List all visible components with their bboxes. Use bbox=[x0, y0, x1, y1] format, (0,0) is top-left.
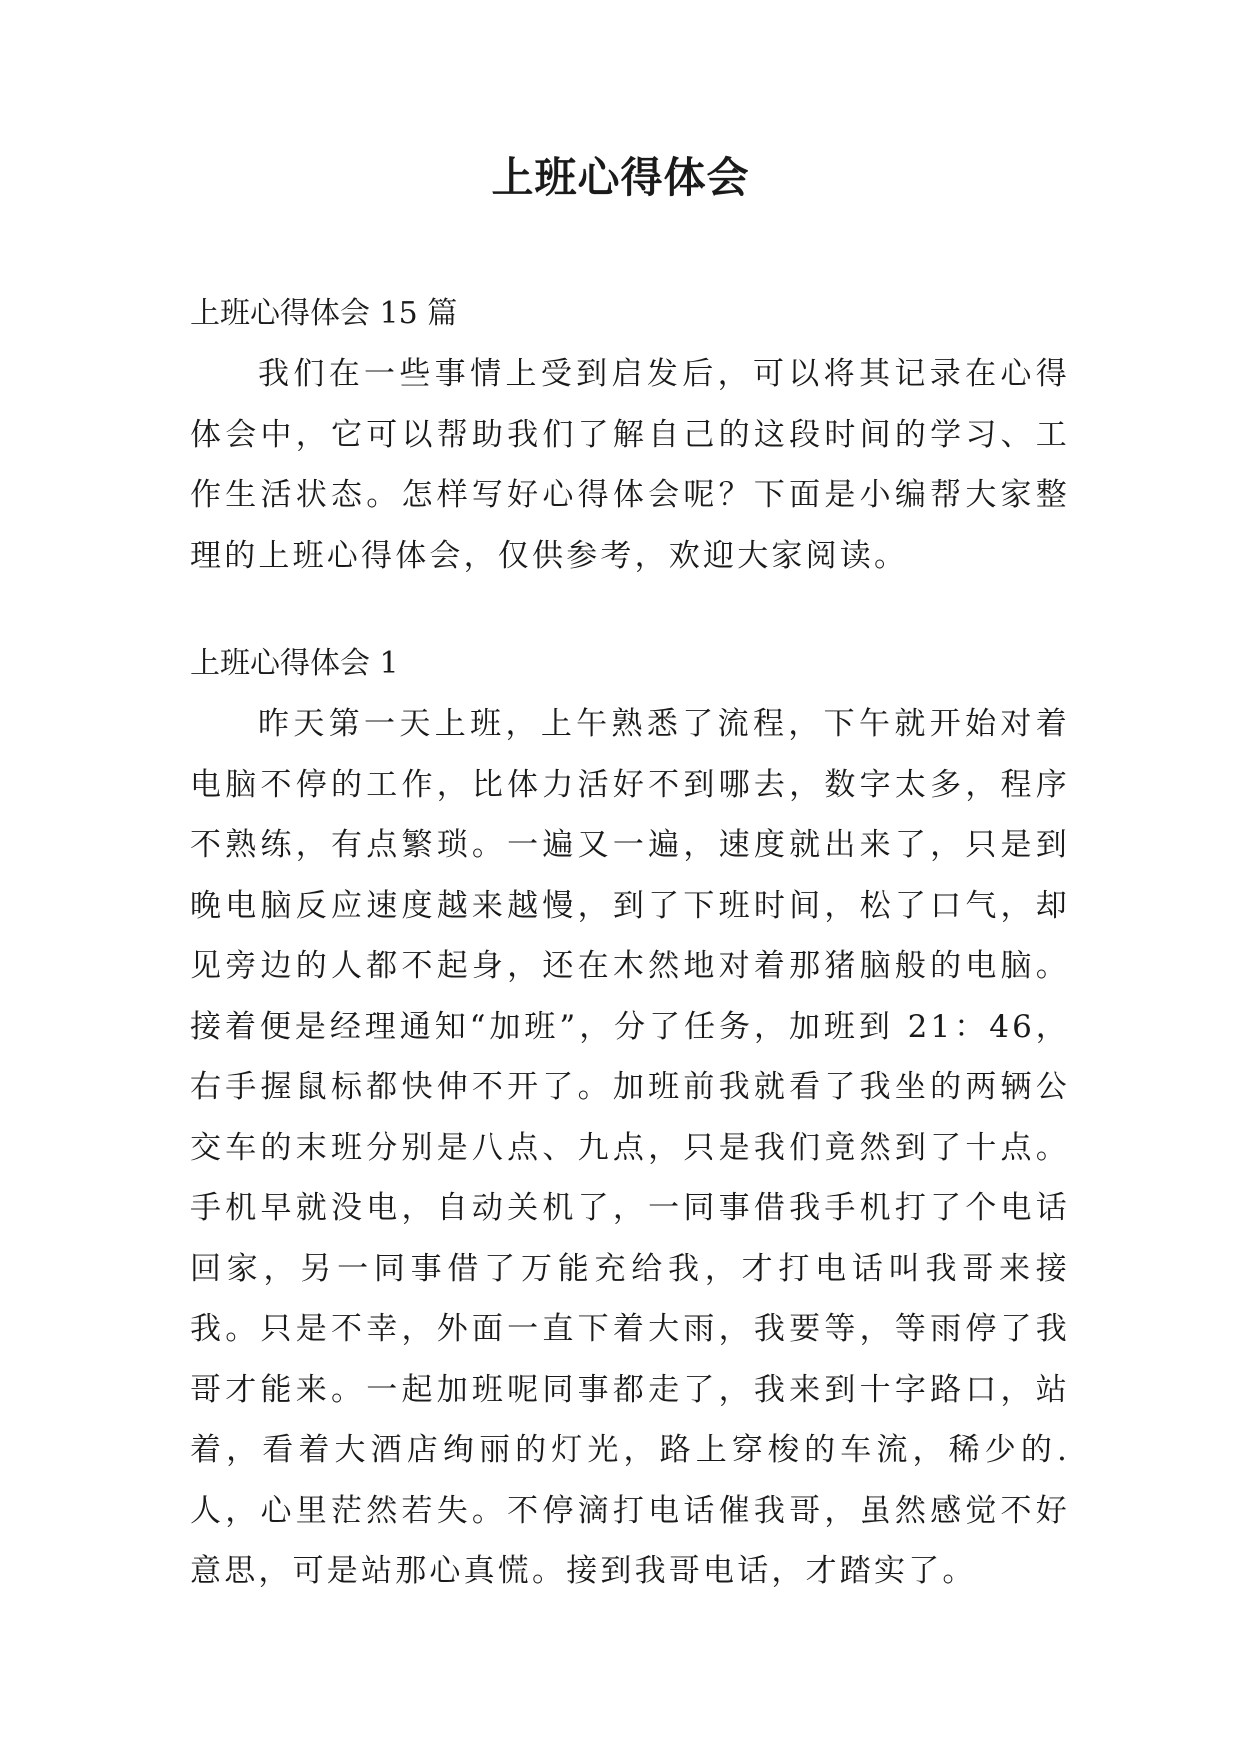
section-1-paragraph: 昨天第一天上班，上午熟悉了流程，下午就开始对着电脑不停的工作，比体力活好不到哪去，数字太多，程序不熟练，有点繁琐。一遍又一遍，速度就出来了，只是到晚电脑反应速度越来越慢，到了下班时间，松了口气，却见旁边的人都不起身，还在木然地对着那猪脑般的电脑。接着便是经理通知“加班”，分了任务，加班到 21：46，右手握鼠标都快伸不开了。加班前我就看了我坐的两辆公交车的末班分别是八点、九点，只是我们竟然到了十点。手机早就没电，自动关机了，一同事借我手机打了个电话回家，另一同事借了万能充给我，才打电话叫我哥来接我。只是不幸，外面一直下着大雨，我要等，等雨停了我哥才能来。一起加班呢同事都走了，我来到十字路口，站着，看着大酒店绚丽的灯光，路上穿梭的车流，稀少的.人，心里茫然若失。不停滴打电话催我哥，虽然感觉不好意思，可是站那心真慌。接到我哥电话，才踏实了。 bbox=[190, 706, 1070, 1589]
section-heading-series: 上班心得体会 15 篇 bbox=[190, 296, 458, 331]
section-heading-1: 上班心得体会 1 bbox=[190, 646, 399, 681]
intro-paragraph: 我们在一些事情上受到启发后，可以将其记录在心得体会中，它可以帮助我们了解自己的这段时间的学习、工作生活状态。怎样写好心得体会呢？下面是小编帮大家整理的上班心得体会，仅供参考，欢迎大家阅读。 bbox=[190, 356, 1070, 574]
document-title: 上班心得体会 bbox=[491, 153, 750, 202]
